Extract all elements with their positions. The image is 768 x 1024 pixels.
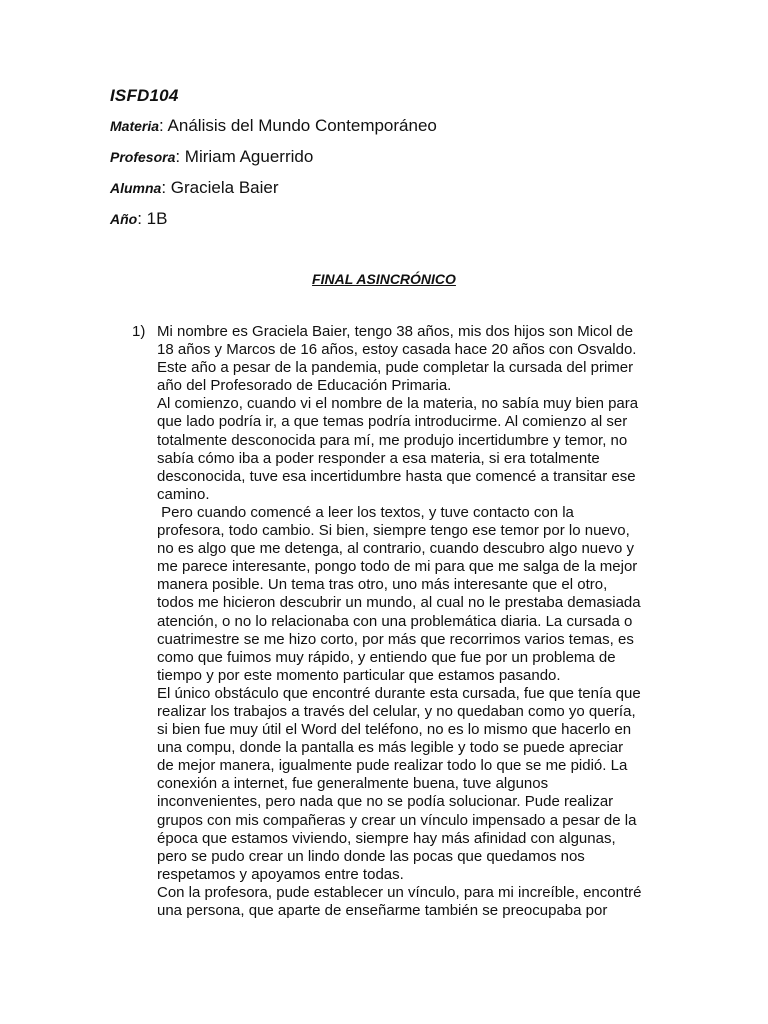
- text-line: inconvenientes, pero nada que no se podía solucionar. Pude realizar: [157, 793, 614, 811]
- text-line: 18 años y Marcos de 16 años, estoy casada hace 20 años con Osvaldo.: [157, 341, 637, 359]
- text-line: sabía cómo iba a poder responder a esa materia, si era totalmente: [157, 449, 600, 467]
- teacher-value: : Miriam Aguerrido: [175, 147, 314, 166]
- teacher-field: [110, 147, 313, 167]
- text-line: Con la profesora, pude establecer un vínculo, para mi increíble, encontré: [157, 883, 642, 901]
- text-line: Este año a pesar de la pandemia, pude completar la cursada del primer: [157, 359, 634, 377]
- text-line: época que estamos viviendo, siempre hay más afinidad con algunas,: [157, 829, 616, 847]
- text-line: atención, o no lo relacionaba con una problemática diaria. La cursada o: [157, 612, 633, 630]
- text-line: manera posible. Un tema tras otro, uno más interesante que el otro,: [157, 576, 608, 594]
- text-line: conexión a internet, fue generalmente buena, tuve algunos: [157, 775, 549, 793]
- text-line: realizar los trabajos a través del celular, y no quedaban como yo quería,: [157, 702, 636, 720]
- text-line: una compu, donde la pantalla es más legible y todo se puede apreciar: [157, 739, 624, 757]
- text-line: todos me hicieron descubrir un mundo, al cual no le prestaba demasiada: [157, 594, 641, 612]
- list-number: 1): [132, 323, 146, 340]
- student-field: [110, 178, 279, 198]
- text-line: profesora, todo cambio. Si bien, siempre tengo ese temor por lo nuevo,: [157, 522, 630, 540]
- text-line: respetamos y apoyamos entre todas.: [157, 865, 404, 883]
- text-line: como que fuimos muy rápido, y entiendo que fue por un problema de: [157, 648, 616, 666]
- text-line: de mejor manera, igualmente pude realizar todo lo que se me pidió. La: [157, 757, 628, 775]
- answer-paragraph: [157, 323, 667, 920]
- text-line: una persona, que aparte de enseñarme también se preocupaba por: [157, 902, 608, 919]
- text-line: Pero cuando comencé a leer los textos, y tuve contacto con la: [157, 503, 574, 521]
- text-line: tiempo y por este momento particular que estamos pasando.: [157, 666, 561, 684]
- institution-heading: ISFD104: [110, 86, 179, 105]
- text-line: que lado podría ir, a que temas podría introducirme. Al comienzo al ser: [157, 413, 628, 431]
- text-line: año del Profesorado de Educación Primaria.: [157, 377, 452, 395]
- text-line: Al comienzo, cuando vi el nombre de la materia, no sabía muy bien para: [157, 395, 639, 413]
- text-line: si bien fue muy útil el Word del teléfono, no es lo mismo que hacerlo en: [157, 721, 632, 739]
- year-label: Año: [110, 211, 138, 227]
- text-line: pero se pudo crear un lindo donde las pocas que quedamos nos: [157, 847, 585, 865]
- year-field: [110, 209, 167, 229]
- text-line: totalmente desconocida para mí, me produjo incertidumbre y temor, no: [157, 431, 628, 449]
- text-line: cuatrimestre se me hizo corto, por más que recorrimos varios temas, es: [157, 630, 634, 648]
- subject-value: : Análisis del Mundo Contemporáneo: [159, 116, 437, 135]
- text-line: Mi nombre es Graciela Baier, tengo 38 años, mis dos hijos son Micol de: [157, 323, 634, 340]
- teacher-label: Profesora: [110, 149, 176, 165]
- year-value: : 1B: [137, 209, 168, 228]
- text-line: camino.: [157, 485, 210, 503]
- text-line: El único obstáculo que encontré durante esta cursada, fue que tenía que: [157, 684, 641, 702]
- subject-label: Materia: [110, 118, 160, 134]
- text-line: no es algo que me detenga, al contrario, cuando descubro algo nuevo y: [157, 540, 634, 558]
- student-value: : Graciela Baier: [161, 178, 279, 197]
- text-line: me parece interesante, pongo todo de mi para que me salga de la mejor: [157, 558, 638, 576]
- student-label: Alumna: [110, 180, 162, 196]
- document-title: FINAL ASINCRÓNICO: [312, 271, 456, 287]
- text-line: grupos con mis compañeras y crear un vínculo impensado a pesar de la: [157, 811, 637, 829]
- text-line: desconocida, tuve esa incertidumbre hasta que comencé a transitar ese: [157, 467, 636, 485]
- subject-field: [110, 116, 437, 136]
